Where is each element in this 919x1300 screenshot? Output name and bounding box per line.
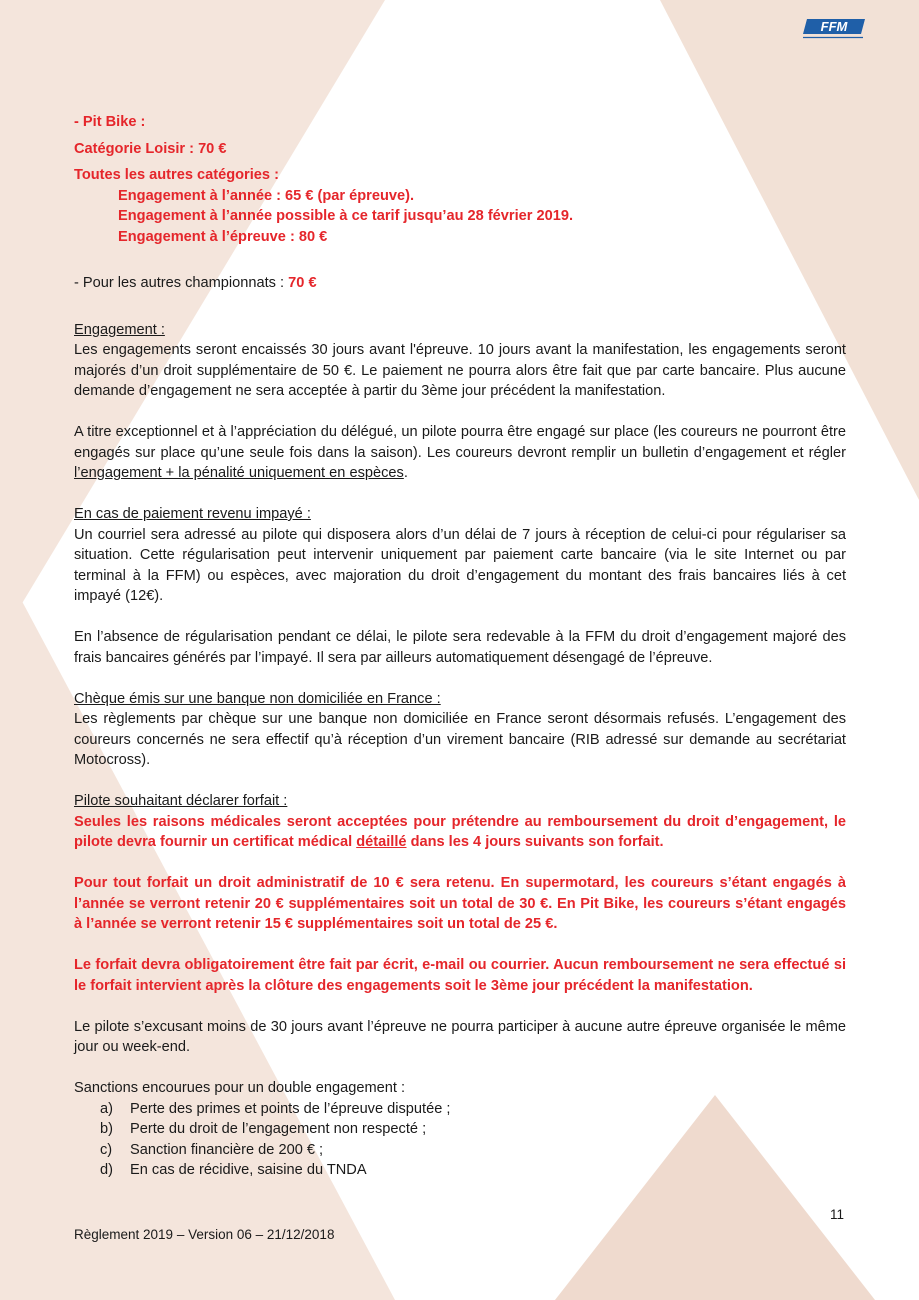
list-item: d) En cas de récidive, saisine du TNDA [100, 1162, 367, 1178]
pitbike-line-2: Engagement à l’année possible à ce tarif jusqu’au 28 février 2019. [118, 208, 574, 224]
sanctions-title: Sanctions encourues pour un double engagement : [74, 1080, 406, 1096]
list-item: c) Sanction financière de 200 € ; [100, 1141, 324, 1158]
svg-text:FFM: FFM [820, 19, 848, 34]
forfait-paragraph-4: Le pilote s’excusant moins de 30 jours avant l’épreuve ne pourra participer à aucune autre épreuve organisée le même jour ou week-end. [74, 1018, 846, 1055]
cheque-title: Chèque émis sur une banque non domiciliée en France : [74, 690, 441, 707]
forfait-paragraph-3: Le forfait devra obligatoirement être fait par écrit, e-mail ou courrier. Aucun remboursement ne sera effectué si le forfait intervient après la clôture des engagements soit le 3ème jour précédent la manifestation. [74, 957, 846, 994]
footer-version: Règlement 2019 – Version 06 – 21/12/2018 [74, 1227, 335, 1242]
pitbike-heading: - Pit Bike : [74, 114, 146, 130]
forfait-paragraph-1: Seules les raisons médicales seront acceptées pour prétendre au remboursement du droit d’engagement, le pilote devra fournir un certificat médical détaillé dans les 4 jours suivants son forfait. [74, 813, 846, 850]
forfait-paragraph-2: Pour tout forfait un droit administratif de 10 € sera retenu. En supermotard, les coureurs s’étant engagés à l’année se verront retenir 20 € supplémentaires soit un total de 30 €. En Pit Bike, les coureurs s’étant engagés à l’année se verront retenir 15 € supplémentaires soit un total de 25 €. [74, 875, 846, 932]
engagement-title: Engagement : [74, 321, 165, 338]
list-item: a) Perte des primes et points de l’épreuve disputée ; [100, 1100, 451, 1117]
ffm-logo [801, 16, 867, 42]
engagement-paragraph-2: A titre exceptionnel et à l’appréciation du délégué, un pilote pourra être engagé sur place (les coureurs ne pourront être engagés sur place qu’une seule fois dans la saison). Les coureurs devront remplir un bulletin d’engagement et régler l’engagement + la pénalité uniquement en espèces. [74, 424, 846, 481]
impaye-paragraph-1: Un courriel sera adressé au pilote qui disposera alors d’un délai de 7 jours à réception de celui-ci pour régulariser sa situation. Cette régularisation peut intervenir uniquement par paiement carte bancaire (via le site Internet ou par terminal à la FFM) ou espèces, avec majoration du droit d’engagement du montant des frais bancaires liés à cet impayé (12€). [74, 526, 846, 604]
sanctions-list [74, 1099, 846, 1181]
forfait-title: Pilote souhaitant déclarer forfait : [74, 793, 288, 809]
pitbike-line-3: Engagement à l’épreuve : 80 € [118, 228, 328, 245]
impaye-title: En cas de paiement revenu impayé : [74, 506, 311, 522]
autres-championnats: - Pour les autres championnats : 70 € [74, 275, 317, 291]
pitbike-line-1: Engagement à l’année : 65 € (par épreuve). [118, 187, 415, 204]
page-number: 11 [830, 1207, 845, 1222]
list-item: b) Perte du droit de l’engagement non respecté ; [100, 1121, 427, 1137]
cheque-paragraph: Les règlements par chèque sur une banque non domiciliée en France seront désormais refusés. L’engagement des coureurs concernés ne sera effectif qu’à réception d’un virement bancaire (RIB adressé sur demande au secrétariat Motocross). [74, 711, 846, 768]
pitbike-others: Toutes les autres catégories : [74, 167, 279, 183]
pitbike-loisir: Catégorie Loisir : 70 € [74, 140, 227, 157]
engagement-paragraph-1: Les engagements seront encaissés 30 jours avant l'épreuve. 10 jours avant la manifestation, les engagements seront majorés d’un droit supplémentaire de 50 €. Le paiement ne pourra alors être fait que par carte bancaire. Plus aucune demande d’engagement ne sera acceptée à partir du 3ème jour précédent la manifestation. [74, 342, 846, 399]
page-content [74, 112, 846, 1181]
impaye-paragraph-2: En l’absence de régularisation pendant ce délai, le pilote sera redevable à la FFM du droit d’engagement majoré des frais bancaires générés par l’impayé. Il sera par ailleurs automatiquement désengagé de l’épreuve. [74, 629, 846, 666]
